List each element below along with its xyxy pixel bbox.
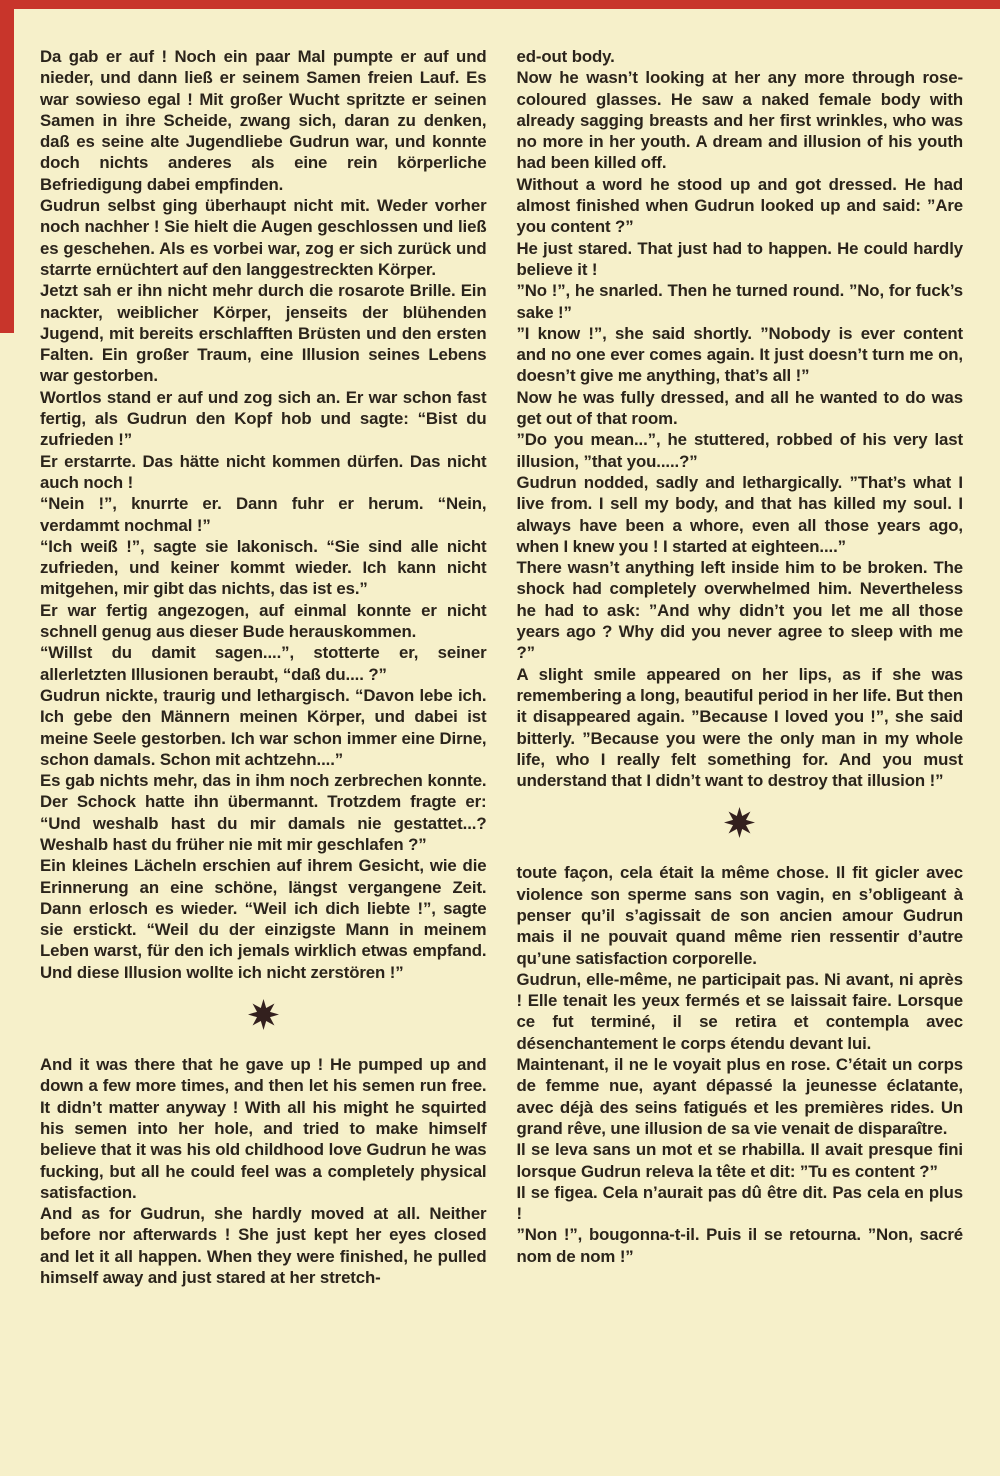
section-divider [517, 807, 964, 838]
german-paragraph: “Willst du damit sagen....”, stotterte er, seiner allerletzten Illusionen beraubt, “daß du.... ?” [40, 643, 487, 684]
french-paragraph: Gudrun, elle-même, ne participait pas. Ni avant, ni après ! Elle tenait les yeux fermés et se laissait faire. Lorsque ce fut terminé, il se retira et contempla avec désenchantement le corps étendu devant lui. [516, 969, 963, 1053]
german-paragraph: Gudrun selbst ging überhaupt nicht mit. Weder vorher noch nachher ! Sie hielt die Augen geschlossen und ließ es geschehen. Als es vorbei war, zog er sich zurück und starrte ernüchtert auf den langgestreckten Körper. [40, 196, 487, 279]
eight-pointed-star-icon [724, 807, 755, 838]
german-paragraph: Wortlos stand er auf und zog sich an. Er war schon fast fertig, als Gudrun den Kopf hob und sagte: “Bist du zufrieden !” [40, 387, 487, 450]
german-paragraph: Er erstarrte. Das hätte nicht kommen dürfen. Das nicht auch noch ! [40, 451, 487, 492]
french-paragraph: Il se leva sans un mot et se rhabilla. Il avait presque fini lorsque Gudrun releva la tête et dit: ”Tu es content ?” [516, 1140, 963, 1181]
english-paragraph: He just stared. That just had to happen. He could hardly believe it ! [516, 238, 963, 279]
german-paragraph: “Nein !”, knurrte er. Dann fuhr er herum. “Nein, verdammt nochmal !” [40, 494, 487, 535]
german-paragraph: “Ich weiß !”, sagte sie lakonisch. “Sie sind alle nicht zufrieden, und keiner kommt wieder. Ich kann nicht mitgehen, mir gibt das nichts, das ist es.” [40, 536, 487, 599]
left-column [40, 46, 487, 1288]
german-paragraph: Da gab er auf ! Noch ein paar Mal pumpte er auf und nieder, und dann ließ er seinem Samen freien Lauf. Es war sowieso egal ! Mit großer Wucht spritzte er seinen Samen in ihre Scheide, zwang sich, daran zu denken, daß es seine alte Jugendliebe Gudrun war, und konnte doch nichts anderes als eine rein körperliche Befriedigung dabei empfinden. [40, 47, 487, 194]
english-paragraph: And it was there that he gave up ! He pumped up and down a few more times, and then let his semen run free. It didn’t matter anyway ! With all his might he squirted his semen into her hole, and tried to make himself believe that it was his old childhood love Gudrun he was fucking, but all he could feel was a completely physical satisfaction. [40, 1055, 487, 1202]
english-paragraph: Now he was fully dressed, and all he wanted to do was get out of that room. [516, 387, 963, 429]
german-paragraph: Ein kleines Lächeln erschien auf ihrem Gesicht, wie die Erinnerung an eine schöne, längst vergangene Zeit. Dann erlosch es wieder. “Weil ich dich liebte !”, sagte sie erstickt. “Weil du der einzigste Mann in meinem Leben warst, für den ich jemals wirklich etwas empfand. Und diese Illusion wollte ich nicht zerstören !” [40, 856, 487, 982]
english-paragraph: ”No !”, he snarled. Then he turned round. ”No, for fuck’s sake !” [516, 281, 963, 322]
right-column [517, 46, 964, 1288]
english-paragraph: ”I know !”, she said shortly. ”Nobody is ever content and no one ever comes again. It just doesn’t turn me on, doesn’t give me anything, that’s all !” [516, 323, 963, 386]
english-paragraph: There wasn’t anything left inside him to be broken. The shock had completely overwhelmed him. Nevertheless he had to ask: ”And why didn’t you let me all those years ago ? Why did you never agree to sleep with me ?” [516, 558, 963, 663]
german-paragraph: Gudrun nickte, traurig und lethargisch. “Davon lebe ich. Ich gebe den Männern meinen Körper, und dabei ist meine Seele gestorben. Ich war schon immer eine Dirne, schon damals. Schon mit achtzehn....” [40, 685, 487, 769]
german-paragraph: Er war fertig angezogen, auf einmal konnte er nicht schnell genug aus dieser Bude herauskommen. [40, 600, 487, 642]
german-paragraph: Jetzt sah er ihn nicht mehr durch die rosarote Brille. Ein nackter, weiblicher Körper, jenseits der blühenden Jugend, mit bereits erschlafften Brüsten und den ersten Falten. Ein großer Traum, eine Illusion seines Lebens war gestorben. [40, 281, 487, 386]
english-paragraph: ”Do you mean...”, he stuttered, robbed of his very last illusion, ”that you.....?” [516, 430, 963, 471]
english-paragraph: And as for Gudrun, she hardly moved at all. Neither before nor afterwards ! She just kept her eyes closed and let it all happen. When they were finished, he pulled himself away and just stared at her stretch- [40, 1204, 487, 1288]
french-paragraph: ”Non !”, bougonna-t-il. Puis il se retourna. ”Non, sacré nom de nom !” [516, 1225, 963, 1266]
french-paragraph: Maintenant, il ne le voyait plus en rose. C’était un corps de femme nue, ayant dépassé la jeunesse éclatante, avec déjà des seins fatigués et les premières rides. Un grand rêve, une illusion de sa vie venait de disparaître. [516, 1055, 963, 1138]
english-paragraph: Gudrun nodded, sadly and lethargically. ”That’s what I live from. I sell my body, and that has killed my soul. I always have been a whore, even all those years ago, when I knew you ! I started at eighteen....” [516, 472, 963, 556]
english-paragraph: Without a word he stood up and got dressed. He had almost finished when Gudrun looked up and said: ”Are you content ?” [516, 174, 963, 237]
eight-pointed-star-icon [248, 999, 279, 1030]
english-paragraph: A slight smile appeared on her lips, as if she was remembering a long, beautiful period in her life. But then it disappeared again. ”Because I loved you !”, she said bitterly. ”Because you were the only man in my whole life, who I really felt something for. And you must understand that I didn’t want to destroy that illusion !” [516, 664, 963, 791]
section-divider [40, 999, 487, 1030]
english-paragraph: ed-out body. [516, 47, 615, 66]
german-paragraph: Es gab nichts mehr, das in ihm noch zerbrechen konnte. Der Schock hatte ihn übermannt. Trotzdem fragte er: “Und weshalb hast du mir damals nie gestattet...? Weshalb hast du früher nie mit mir geschlafen ?” [40, 771, 487, 854]
french-paragraph: Il se figea. Cela n’aurait pas dû être dit. Pas cela en plus ! [516, 1182, 963, 1224]
french-paragraph: toute façon, cela était la même chose. Il fit gicler avec violence son sperme sans son vagin, en s’obligeant à penser qu’il s’agissait de son ancien amour Gudrun mais il ne pouvait quand même rien ressentir d’autre qu’une satisfaction corporelle. [516, 863, 963, 968]
english-paragraph: Now he wasn’t looking at her any more through rose-coloured glasses. He saw a naked female body with already sagging breasts and her first wrinkles, who was no more in her youth. A dream and illusion of his youth had been killed off. [516, 68, 963, 173]
